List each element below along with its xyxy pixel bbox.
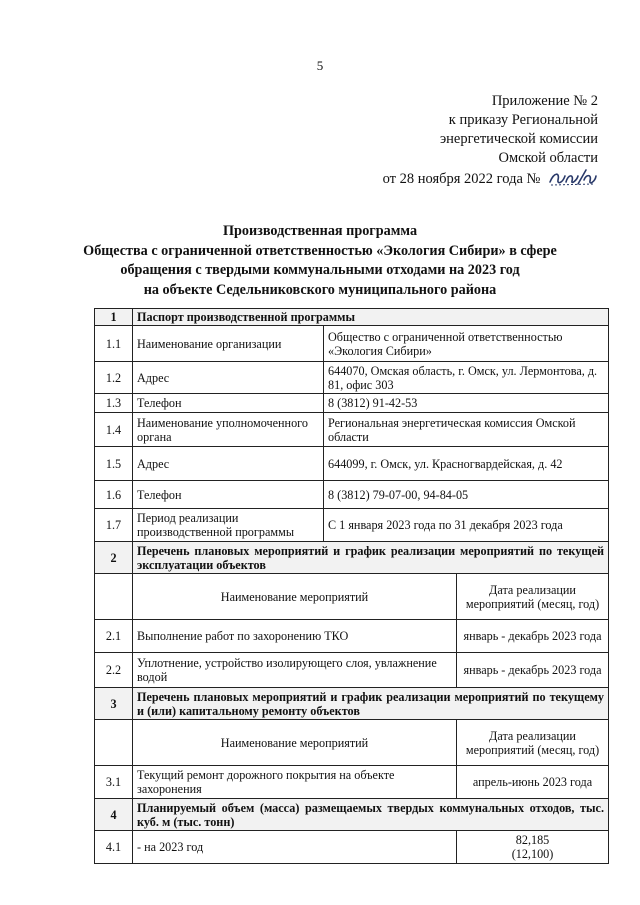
row-label: Наименование организации [133,326,324,362]
row-date: апрель-июнь 2023 года [457,766,609,799]
row-volume [457,831,609,864]
appendix-line-4: Омской области [498,150,598,166]
volume-cubic-meters: 82,185 [515,833,550,847]
table-row [95,653,609,688]
row-value: С 1 января 2023 года по 31 декабря 2023 года [324,509,609,542]
table-row [95,481,609,509]
empty-cell [95,720,133,766]
row-value: 8 (3812) 79-07-00, 94-84-05 [324,481,609,509]
section-2-header [95,542,609,574]
section-number: 3 [95,688,133,720]
production-program-table [94,308,609,864]
table-row [95,394,609,413]
title-line-2: Общества с ограниченной ответственностью «Экология Сибири» в сфере [83,242,557,259]
row-label: Телефон [133,394,324,413]
row-label: Телефон [133,481,324,509]
row-value: Общество с ограниченной ответственностью «Экология Сибири» [324,326,609,362]
column-header-name: Наименование мероприятий [133,574,457,620]
section-3-header [95,688,609,720]
table-row [95,831,609,864]
row-number: 1.1 [95,326,133,362]
title-line-4: на объекте Седельниковского муниципального района [143,281,497,298]
title-line-3: обращения с твердыми коммунальными отходами на 2023 год [120,262,520,278]
row-number: 1.5 [95,447,133,481]
table-row [95,620,609,653]
row-value: 644070, Омская область, г. Омск, ул. Лермонтова, д. 81, офис 303 [324,362,609,394]
table-row [95,509,609,542]
section-number: 1 [95,309,133,326]
row-label: Адрес [133,362,324,394]
row-number: 2.2 [95,653,133,688]
appendix-line-1: Приложение № 2 [491,93,598,109]
row-activity: Выполнение работ по захоронению ТКО [133,620,457,653]
table-row [95,447,609,481]
row-label: Период реализации производственной программы [133,509,324,542]
row-number: 4.1 [95,831,133,864]
row-number: 1.3 [95,394,133,413]
section-4-header [95,799,609,831]
column-header-date: Дата реализации мероприятий (месяц, год) [457,574,609,620]
row-value: Региональная энергетическая комиссия Омской области [324,413,609,447]
column-header-row [95,574,609,620]
appendix-line-3: энергетической комиссии [439,131,598,147]
row-date: январь - декабрь 2023 года [457,653,609,688]
section-title: Перечень плановых мероприятий и график реализации мероприятий по текущему и (или) капитальному ремонту объектов [133,688,609,720]
section-number: 4 [95,799,133,831]
document-title [70,222,570,300]
row-activity: Текущий ремонт дорожного покрытия на объекте захоронения [133,766,457,799]
row-label: - на 2023 год [133,831,457,864]
table-row [95,362,609,394]
row-number: 3.1 [95,766,133,799]
order-date: от 28 ноября 2022 года № [382,171,541,187]
page-number: 5 [316,58,324,73]
order-line [298,168,598,189]
section-1-header [95,309,609,326]
row-date: январь - декабрь 2023 года [457,620,609,653]
column-header-name: Наименование мероприятий [133,720,457,766]
row-number: 1.6 [95,481,133,509]
section-title: Перечень плановых мероприятий и график реализации мероприятий по текущей эксплуатации объектов [133,542,609,574]
column-header-date: Дата реализации мероприятий (месяц, год) [457,720,609,766]
column-header-row [95,720,609,766]
title-line-1: Производственная программа [222,223,418,239]
appendix-line-2: к приказу Региональной [448,112,598,128]
row-number: 1.2 [95,362,133,394]
row-number: 2.1 [95,620,133,653]
table-row [95,766,609,799]
empty-cell [95,574,133,620]
row-value: 8 (3812) 91-42-53 [324,394,609,413]
row-label: Адрес [133,447,324,481]
row-value: 644099, г. Омск, ул. Красногвардейская, д. 42 [324,447,609,481]
row-number: 1.7 [95,509,133,542]
row-activity: Уплотнение, устройство изолирующего слоя, увлажнение водой [133,653,457,688]
row-label: Наименование уполномоченного органа [133,413,324,447]
appendix-header [298,92,598,189]
volume-tonnes: (12,100) [511,847,554,861]
table-row [95,413,609,447]
section-number: 2 [95,542,133,574]
section-title: Планируемый объем (масса) размещаемых твердых коммунальных отходов, тыс. куб. м (тыс. тонн) [133,799,609,831]
table-row [95,326,609,362]
order-number-handwritten [548,168,598,188]
section-title: Паспорт производственной программы [133,309,609,326]
row-number: 1.4 [95,413,133,447]
